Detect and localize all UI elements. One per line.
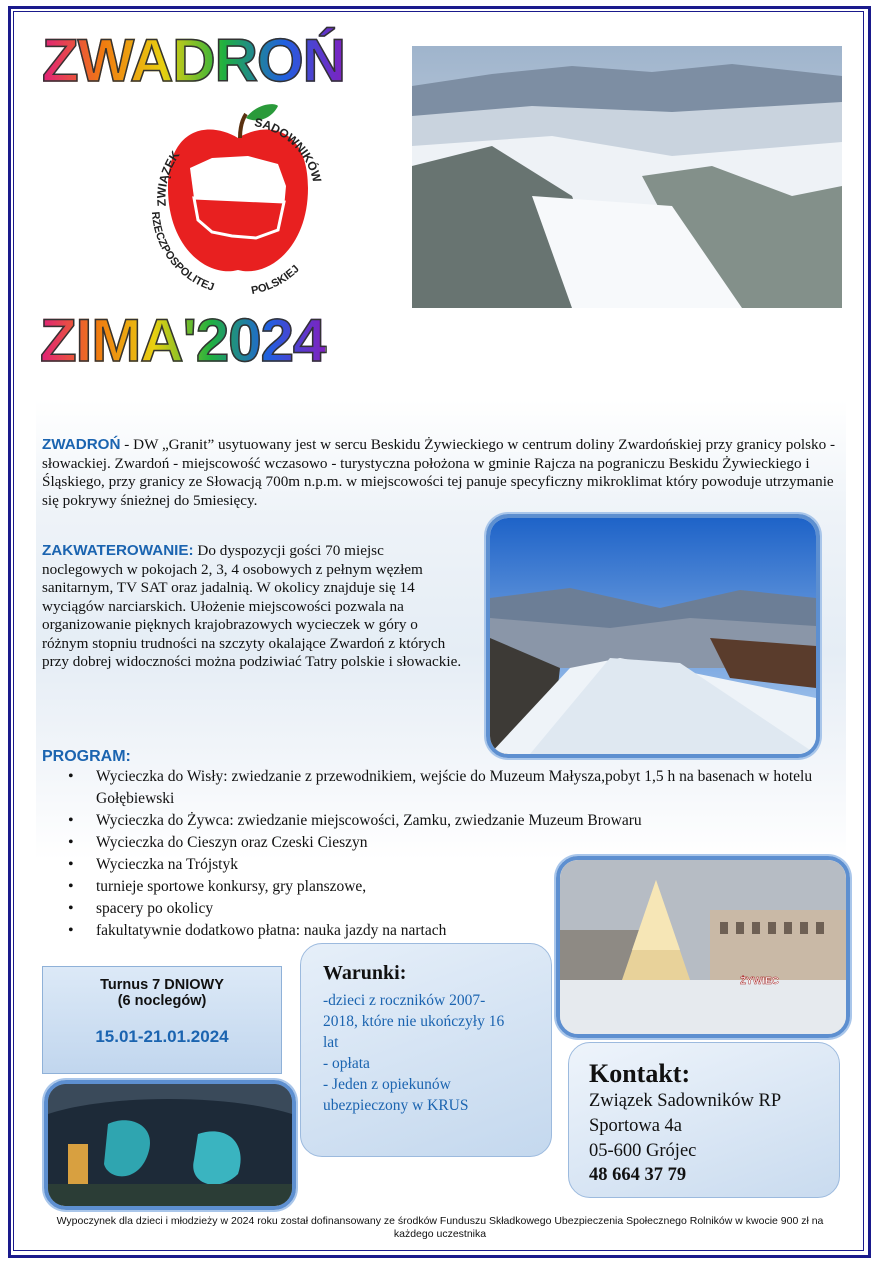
program-heading: PROGRAM: — [42, 748, 131, 765]
museum-interior-photo — [44, 1080, 296, 1210]
logo-text-bottom-left: RZECZPOSPOLITEJ — [148, 211, 216, 294]
condition-line: - Jeden z opiekunów ubezpieczony w KRUS — [323, 1076, 469, 1114]
logo-text-left: ZWIĄZEK — [154, 148, 183, 207]
conditions-heading: Warunki: — [323, 962, 407, 984]
condition-line: -dzieci z roczników 2007- 2018, które nie ukończyły 16 lat — [323, 992, 505, 1051]
contact-phone: 48 664 37 79 — [589, 1165, 687, 1185]
winter-mountain-photo — [412, 46, 842, 308]
ski-slope-photo — [486, 514, 820, 758]
conditions-box — [300, 943, 552, 1157]
logo-text-right: SADOWNIKÓW — [253, 115, 325, 184]
program-item: • turnieje sportowe konkursy, gry planszowe, — [96, 876, 842, 898]
program-item: • Wycieczka na Trójstyk — [96, 854, 842, 876]
intro-lead: ZWADROŃ — [42, 436, 121, 453]
conditions-body — [323, 990, 523, 1116]
title-zwardon: ZWADROŃ — [42, 27, 345, 94]
accommodation-text: Do dyspozycji gości 70 miejsc noclegowych w pokojach 2, 3, 4 osobowych z pełnym węzłem sanitarnym, TV SAT oraz jadalnią. W okolicy znajduje się 14 wyciągów narciarskich. Ułożenie miejscowości pozwala na organizowanie pięknych krajobrazowych wycieczek w góry o różnym stopniu trudności na szczyty okalające Zwardoń z których przy dobrej widoczności można podziwiać Tatry polskie i słowackie. — [42, 542, 462, 670]
logo-text-bottom-right: POLSKIEJ — [250, 262, 302, 298]
turnus-line2: (6 noclegów) — [117, 993, 207, 1009]
condition-line: - opłata — [323, 1055, 370, 1072]
accommodation-paragraph — [42, 542, 462, 672]
contact-org: Związek Sadowników RP — [589, 1091, 782, 1111]
contact-heading: Kontakt: — [589, 1059, 691, 1088]
turnus-box — [42, 966, 282, 1074]
intro-text: - DW „Granit” usytuowany jest w sercu Beskidu Żywieckiego w centrum doliny Zwardońskiej przy granicy polsko - słowackiej. Zwardoń - miejscowość wczasowo - turystyczna położona w gminie Rajcza na pograniczu Beskidu Żywieckiego i Śląskiego, przy granicy ze Słowacją 700m n.p.m. w miejscowości tej panuje specyficzny mikroklimat który powoduje utrzymanie się pokrywy śnieżnej do 5miesięcy. — [42, 436, 836, 509]
contact-city: 05-600 Grójec — [589, 1141, 697, 1161]
program-item: • spacery po okolicy — [96, 898, 842, 920]
intro-paragraph — [42, 436, 842, 510]
program-item: • Wycieczka do Żywca: zwiedzanie miejscowości, Zamku, zwiedzanie Muzeum Browaru — [96, 810, 842, 832]
accommodation-lead: ZAKWATEROWANIE: — [42, 542, 194, 559]
turnus-dates: 15.01-21.01.2024 — [95, 1027, 229, 1046]
program-item: • fakultatywnie dodatkowo płatna: nauka jazdy na nartach — [96, 920, 842, 942]
photo-sign-text: ŻYWIEC — [740, 976, 779, 987]
funding-footer: Wypoczynek dla dzieci i młodzieży w 2024 roku został dofinansowany ze środków Funduszu Składkowego Ubezpieczenia Społecznego Rolników w kwocie 900 zł na każdego uczestnika — [56, 1215, 824, 1240]
program-item: • Wycieczka do Cieszyn oraz Czeski Cieszyn — [96, 832, 842, 854]
sadownicy-logo — [128, 98, 348, 308]
contact-box — [568, 1042, 840, 1198]
zywiec-christmas-tree-photo — [556, 856, 850, 1038]
contact-street: Sportowa 4a — [589, 1116, 682, 1136]
turnus-line1: Turnus 7 DNIOWY — [100, 977, 224, 993]
program-item: • Wycieczka do Wisły: zwiedzanie z przewodnikiem, wejście do Muzeum Małysza,pobyt 1,5 h na basenach w hotelu Gołębiewski — [96, 766, 842, 810]
title-zima-2024: ZIMA'2024 — [40, 307, 326, 374]
